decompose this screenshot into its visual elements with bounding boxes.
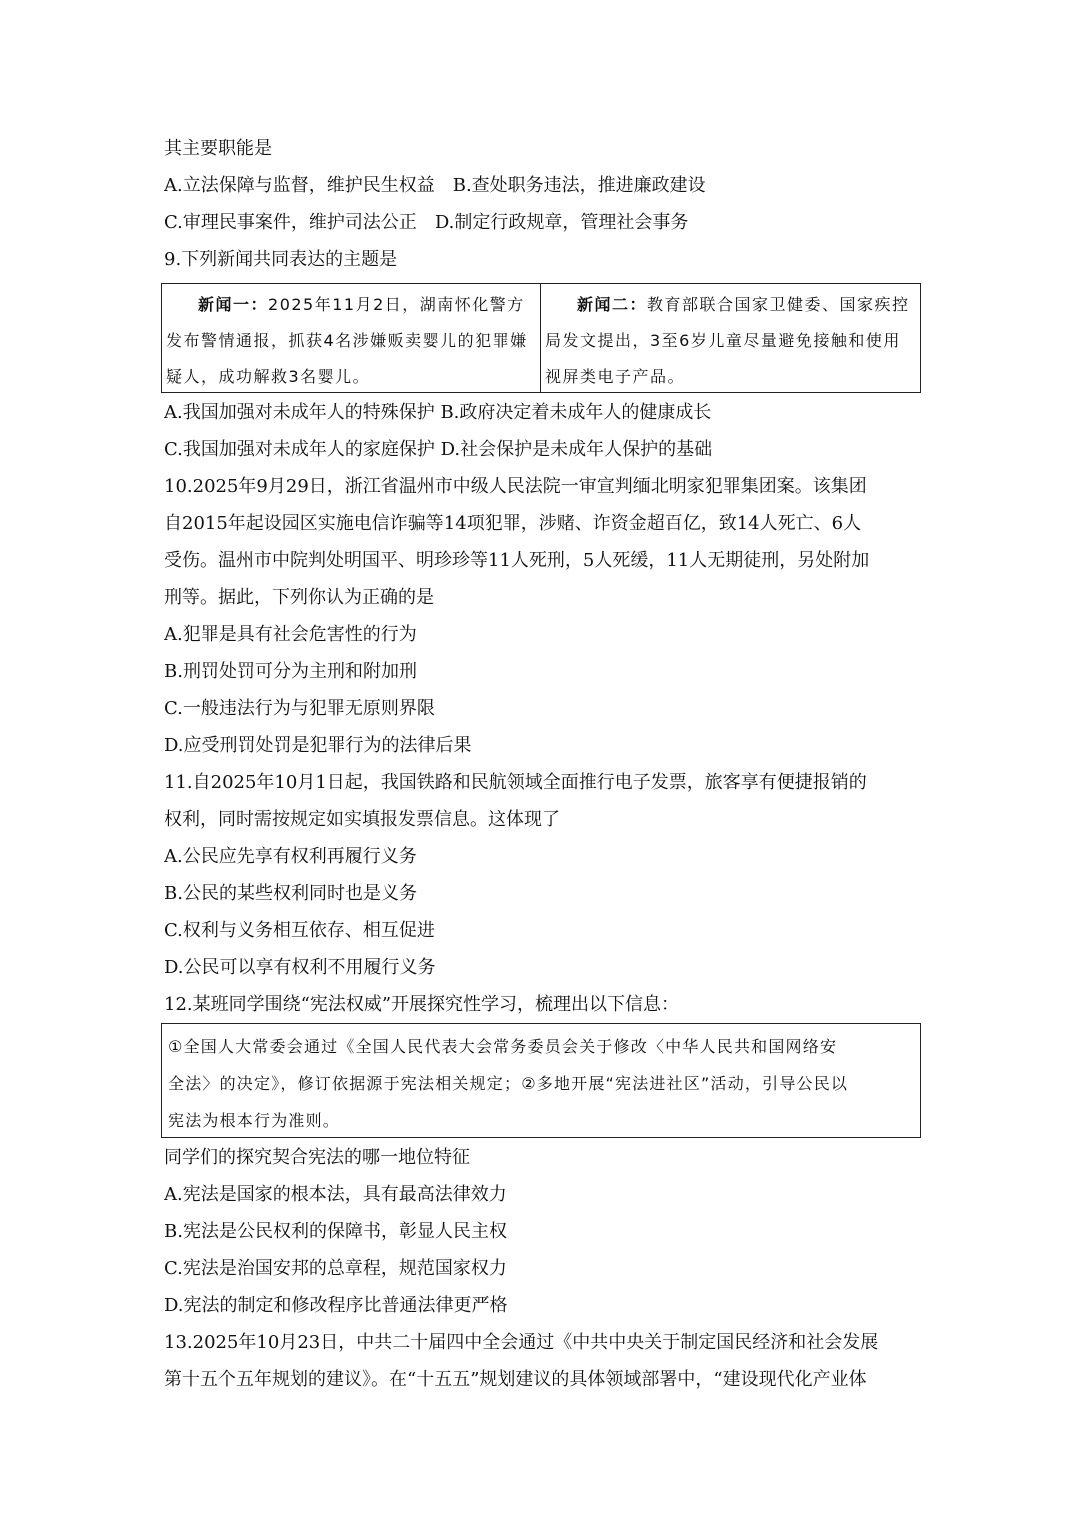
q8-stem-tail: 其主要职能是: [164, 138, 272, 159]
q10-stem-line: 10.2025年9月29日，浙江省温州市中级人民法院一审宣判缅北明家犯罪集团案。该集团: [164, 476, 867, 497]
q12-box-line: 全法〉的决定》，修订依据源于宪法相关规定；②多地开展“宪法进社区”活动，引导公民以: [168, 1074, 849, 1093]
q11-option-d: D.公民可以享有权利不用履行义务: [164, 957, 436, 978]
news-one-label: 新闻一：: [198, 295, 269, 314]
q13-stem-line: 13.2025年10月23日，中共二十届四中全会通过《中共中央关于制定国民经济和社会发展: [164, 1332, 879, 1353]
q11-stem-line: 权利，同时需按规定如实填报发票信息。这体现了: [164, 809, 560, 830]
q10-stem-line: 受伤。温州市中院判处明国平、明珍珍等11人死刑，5人死缓，11人无期徒刑，另处附加: [164, 550, 870, 571]
news-two-cell: [541, 284, 920, 392]
q8-options-ab: A.立法保障与监督，维护民生权益 B.查处职务违法，推进廉政建设: [164, 175, 706, 196]
q8-options-cd: C.审理民事案件，维护司法公正 D.制定行政规章，管理社会事务: [164, 212, 689, 233]
q12-info-box: [161, 1023, 921, 1138]
q12-stem: 12.某班同学围绕“宪法权威”开展探究性学习，梳理出以下信息：: [164, 994, 680, 1015]
q12-option-a: A.宪法是国家的根本法，具有最高法律效力: [164, 1184, 507, 1205]
q10-stem-line: 自2015年起设园区实施电信诈骗等14项犯罪，涉赌、诈资金超百亿，致14人死亡、6人: [164, 513, 862, 534]
q12-box-line: ①全国人大常委会通过《全国人民代表大会常务委员会关于修改〈中华人民共和国网络安: [168, 1037, 838, 1056]
q11-option-b: B.公民的某些权利同时也是义务: [164, 883, 417, 904]
news-one-cell: [162, 284, 541, 392]
q12-option-b: B.宪法是公民权利的保障书，彰显人民主权: [164, 1221, 507, 1242]
q10-stem-line: 刑等。据此，下列你认为正确的是: [164, 587, 434, 608]
q9-options-ab: A.我国加强对未成年人的特殊保护 B.政府决定着未成年人的健康成长: [164, 402, 712, 423]
q9-options-cd: C.我国加强对未成年人的家庭保护 D.社会保护是未成年人保护的基础: [164, 439, 713, 460]
q10-option-c: C.一般违法行为与犯罪无原则界限: [164, 698, 435, 719]
q9-news-table: [161, 283, 921, 393]
news-two-text: 教育部联合国家卫健委、国家疾控局发文提出，3至6岁儿童尽量避免接触和使用视屏类电子产品。: [545, 295, 910, 386]
q9-stem: 9.下列新闻共同表达的主题是: [164, 249, 398, 270]
news-two-label: 新闻二：: [577, 295, 648, 314]
q10-option-a: A.犯罪是具有社会危害性的行为: [164, 624, 417, 645]
q12-option-c: C.宪法是治国安邦的总章程，规范国家权力: [164, 1258, 507, 1279]
q12-question: 同学们的探究契合宪法的哪一地位特征: [164, 1147, 470, 1168]
q10-option-d: D.应受刑罚处罚是犯罪行为的法律后果: [164, 735, 472, 756]
q12-box-line: 宪法为根本行为准则。: [168, 1111, 341, 1130]
q11-stem-line: 11.自2025年10月1日起，我国铁路和民航领域全面推行电子发票，旅客享有便捷报销的: [164, 772, 867, 793]
q11-option-c: C.权利与义务相互依存、相互促进: [164, 920, 435, 941]
q13-stem-line: 第十五个五年规划的建议》。在“十五五”规划建议的具体领域部署中，“建设现代化产业体: [164, 1369, 867, 1390]
news-one-text: 2025年11月2日，湖南怀化警方发布警情通报，抓获4名涉嫌贩卖婴儿的犯罪嫌疑人，成功解救3名婴儿。: [166, 295, 528, 386]
q10-option-b: B.刑罚处罚可分为主刑和附加刑: [164, 661, 417, 682]
q12-option-d: D.宪法的制定和修改程序比普通法律更严格: [164, 1295, 508, 1316]
q11-option-a: A.公民应先享有权利再履行义务: [164, 846, 417, 867]
